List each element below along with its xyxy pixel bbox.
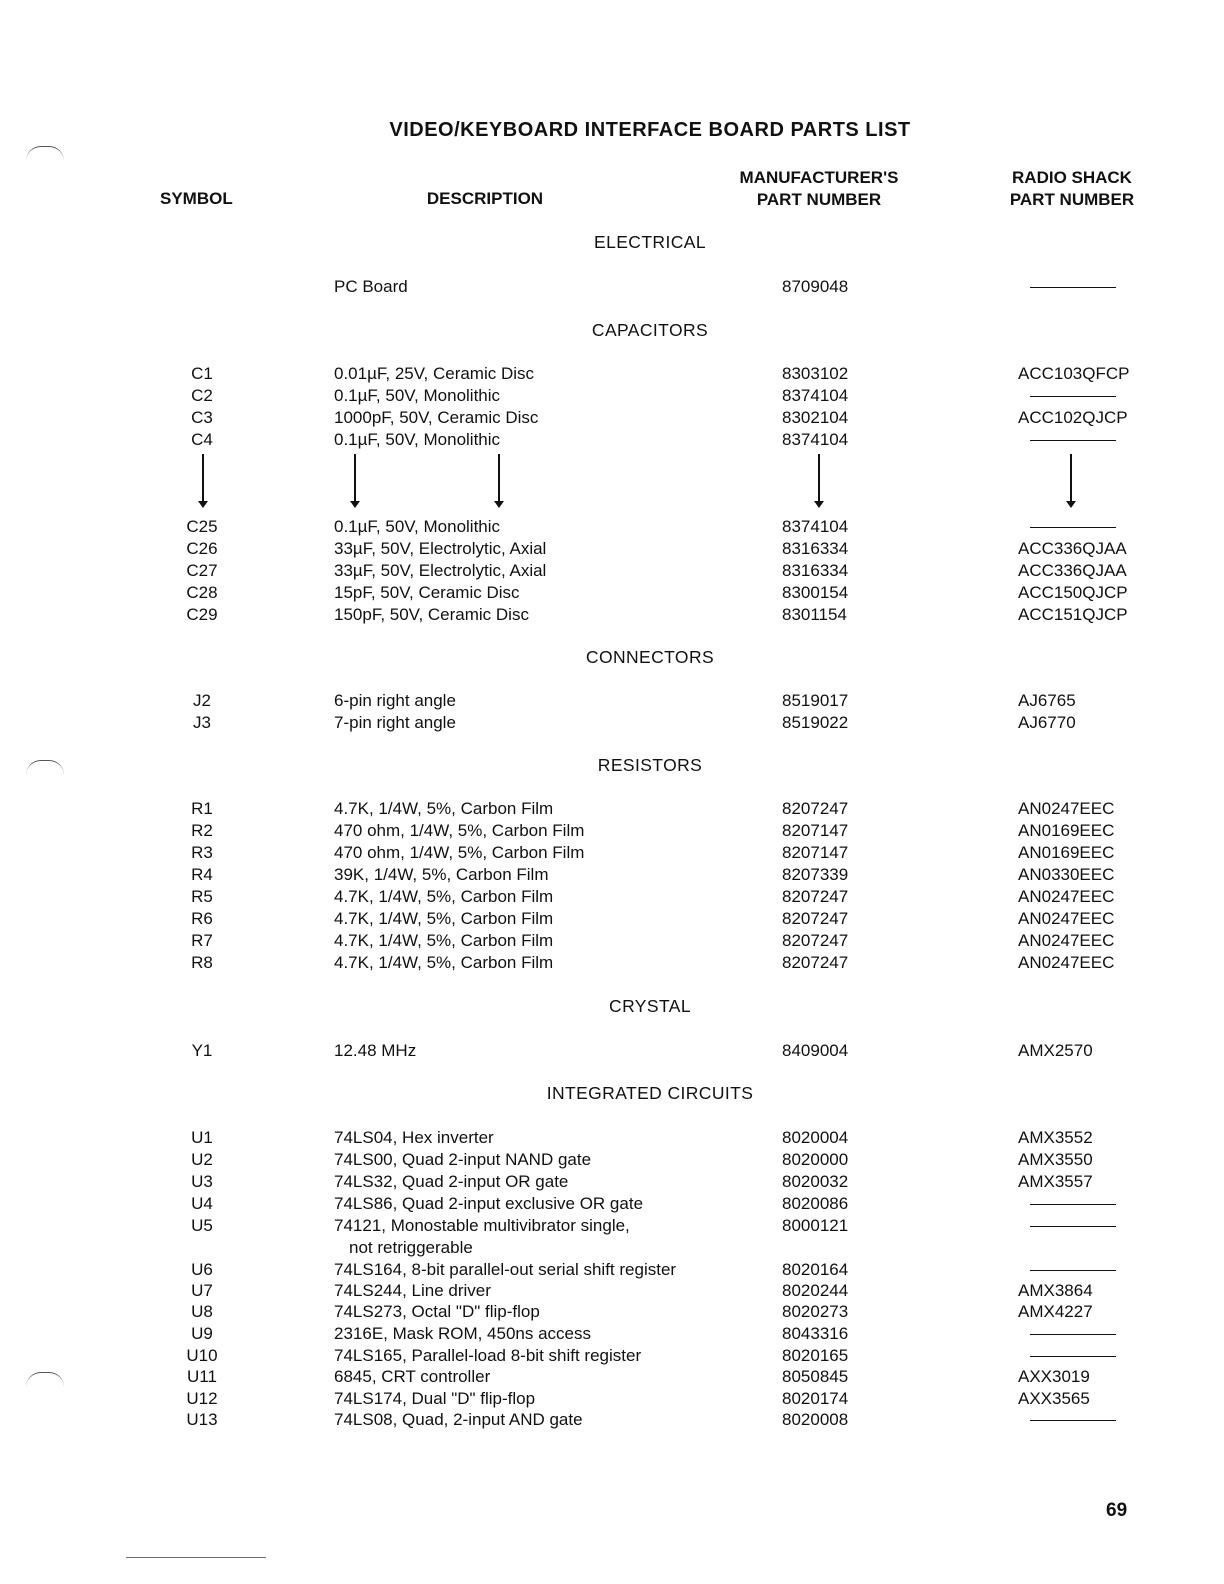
part-symbol: J2 bbox=[193, 691, 211, 710]
part-symbol: C27 bbox=[186, 561, 218, 580]
manufacturer-part-number: 8043316 bbox=[782, 1324, 849, 1343]
continuation-arrow bbox=[1070, 454, 1072, 502]
part-symbol: C29 bbox=[186, 605, 218, 624]
radioshack-part-number: ACC336QJAA bbox=[1018, 539, 1127, 558]
parts-row bbox=[0, 1149, 1224, 1171]
manufacturer-part-number: 8207339 bbox=[782, 865, 849, 884]
parts-row bbox=[0, 712, 1224, 734]
section-integrated-circuits: INTEGRATED CIRCUITS bbox=[546, 1083, 754, 1103]
part-description: 74LS08, Quad, 2-input AND gate bbox=[334, 1410, 583, 1429]
radioshack-part-number: AXX3019 bbox=[1018, 1367, 1090, 1386]
manufacturer-part-number: 8000121 bbox=[782, 1216, 849, 1235]
parts-row bbox=[0, 560, 1224, 582]
manufacturer-part-number: 8409004 bbox=[782, 1041, 849, 1060]
part-description: 150pF, 50V, Ceramic Disc bbox=[334, 605, 529, 624]
part-symbol: U12 bbox=[186, 1389, 218, 1408]
part-symbol: U3 bbox=[191, 1172, 213, 1191]
radioshack-part-number-blank bbox=[1030, 429, 1116, 441]
radioshack-part-number: AJ6765 bbox=[1018, 691, 1076, 710]
radioshack-part-number: ACC336QJAA bbox=[1018, 561, 1127, 580]
manufacturer-part-number: 8207247 bbox=[782, 799, 849, 818]
section-connectors: CONNECTORS bbox=[585, 647, 715, 667]
binding-hole-mark bbox=[26, 760, 64, 775]
parts-row bbox=[0, 276, 1224, 298]
part-symbol: U6 bbox=[191, 1260, 213, 1279]
radioshack-part-number-blank bbox=[1030, 1259, 1116, 1271]
part-symbol: C1 bbox=[191, 364, 213, 383]
section-resistors: RESISTORS bbox=[597, 755, 703, 775]
part-description: 6-pin right angle bbox=[334, 691, 456, 710]
page-number: 69 bbox=[1106, 1500, 1128, 1521]
part-description: 0.01µF, 25V, Ceramic Disc bbox=[334, 364, 535, 383]
part-symbol: U11 bbox=[187, 1367, 217, 1386]
part-symbol: U10 bbox=[186, 1346, 218, 1365]
radioshack-part-number: AMX3552 bbox=[1018, 1128, 1093, 1147]
section-crystal: CRYSTAL bbox=[609, 996, 691, 1016]
parts-row bbox=[0, 1345, 1224, 1367]
parts-row bbox=[0, 842, 1224, 864]
part-symbol: R3 bbox=[191, 843, 213, 862]
part-description: 74LS164, 8-bit parallel-out serial shift register bbox=[334, 1260, 677, 1279]
part-description: 74LS244, Line driver bbox=[334, 1281, 491, 1300]
part-description: 4.7K, 1/4W, 5%, Carbon Film bbox=[334, 953, 554, 972]
part-description: 0.1µF, 50V, Monolithic bbox=[334, 430, 501, 449]
part-description: 4.7K, 1/4W, 5%, Carbon Film bbox=[334, 931, 554, 950]
parts-row bbox=[0, 1171, 1224, 1193]
part-description: 12.48 MHz bbox=[334, 1041, 417, 1060]
header-radioshack-line2: PART NUMBER bbox=[1009, 190, 1135, 209]
manufacturer-part-number: 8207247 bbox=[782, 887, 849, 906]
manufacturer-part-number: 8207247 bbox=[782, 909, 849, 928]
parts-row bbox=[0, 908, 1224, 930]
part-description: 2316E, Mask ROM, 450ns access bbox=[334, 1324, 592, 1343]
part-description: 470 ohm, 1/4W, 5%, Carbon Film bbox=[334, 821, 585, 840]
binding-hole-mark bbox=[26, 1372, 64, 1387]
radioshack-part-number: ACC102QJCP bbox=[1018, 408, 1128, 427]
part-description: 39K, 1/4W, 5%, Carbon Film bbox=[334, 865, 549, 884]
part-symbol: C25 bbox=[186, 517, 218, 536]
manufacturer-part-number: 8316334 bbox=[782, 561, 849, 580]
parts-row bbox=[0, 1215, 1224, 1237]
radioshack-part-number: ACC151QJCP bbox=[1018, 605, 1128, 624]
header-manufacturer-line1: MANUFACTURER'S bbox=[739, 168, 899, 187]
parts-row bbox=[0, 429, 1224, 451]
radioshack-part-number: AN0169EEC bbox=[1018, 843, 1115, 862]
parts-row bbox=[0, 1388, 1224, 1410]
manufacturer-part-number: 8374104 bbox=[782, 517, 849, 536]
part-symbol: U5 bbox=[191, 1216, 213, 1235]
parts-row bbox=[0, 407, 1224, 429]
part-symbol: U2 bbox=[191, 1150, 213, 1169]
header-description: DESCRIPTION bbox=[426, 189, 544, 208]
parts-row bbox=[0, 1127, 1224, 1149]
section-capacitors: CAPACITORS bbox=[591, 320, 709, 340]
part-symbol: C4 bbox=[191, 430, 213, 449]
parts-row bbox=[0, 582, 1224, 604]
manufacturer-part-number: 8020004 bbox=[782, 1128, 849, 1147]
parts-row bbox=[0, 1301, 1224, 1323]
part-symbol: U9 bbox=[191, 1324, 213, 1343]
radioshack-part-number: AN0247EEC bbox=[1018, 909, 1115, 928]
part-symbol: U1 bbox=[191, 1128, 213, 1147]
manufacturer-part-number: 8709048 bbox=[782, 277, 849, 296]
manufacturer-part-number: 8207147 bbox=[782, 843, 849, 862]
manufacturer-part-number: 8020086 bbox=[782, 1194, 849, 1213]
parts-row bbox=[0, 1366, 1224, 1388]
manufacturer-part-number: 8316334 bbox=[782, 539, 849, 558]
manufacturer-part-number: 8300154 bbox=[782, 583, 849, 602]
parts-row bbox=[0, 820, 1224, 842]
description-continuation: not retriggerable bbox=[349, 1238, 473, 1257]
manufacturer-part-number: 8020032 bbox=[782, 1172, 849, 1191]
footer-rule bbox=[126, 1557, 266, 1558]
radioshack-part-number: ACC103QFCP bbox=[1018, 364, 1130, 383]
part-description: 74LS04, Hex inverter bbox=[334, 1128, 494, 1147]
parts-row bbox=[0, 1280, 1224, 1302]
header-manufacturer-line2: PART NUMBER bbox=[756, 190, 882, 209]
parts-row bbox=[0, 1040, 1224, 1062]
radioshack-part-number: AN0169EEC bbox=[1018, 821, 1115, 840]
page-title: VIDEO/KEYBOARD INTERFACE BOARD PARTS LIST bbox=[389, 119, 911, 141]
part-description: 0.1µF, 50V, Monolithic bbox=[334, 517, 501, 536]
part-description: 4.7K, 1/4W, 5%, Carbon Film bbox=[334, 799, 554, 818]
manufacturer-part-number: 8020165 bbox=[782, 1346, 849, 1365]
radioshack-part-number: AJ6770 bbox=[1018, 713, 1076, 732]
part-symbol: Y1 bbox=[191, 1041, 213, 1060]
part-description: 15pF, 50V, Ceramic Disc bbox=[334, 583, 520, 602]
part-symbol: C26 bbox=[186, 539, 218, 558]
manufacturer-part-number: 8207147 bbox=[782, 821, 849, 840]
manufacturer-part-number: 8020273 bbox=[782, 1302, 849, 1321]
part-description: 0.1µF, 50V, Monolithic bbox=[334, 386, 501, 405]
part-description: 33µF, 50V, Electrolytic, Axial bbox=[334, 561, 547, 580]
parts-row bbox=[0, 538, 1224, 560]
part-description: 74LS86, Quad 2-input exclusive OR gate bbox=[334, 1194, 644, 1213]
part-symbol: R1 bbox=[191, 799, 213, 818]
part-description: 74LS174, Dual "D" flip-flop bbox=[334, 1389, 536, 1408]
part-description: 7-pin right angle bbox=[334, 713, 456, 732]
part-symbol: U13 bbox=[186, 1410, 218, 1429]
part-description: 74LS00, Quad 2-input NAND gate bbox=[334, 1150, 592, 1169]
binding-hole-mark bbox=[26, 146, 64, 161]
parts-row bbox=[0, 690, 1224, 712]
radioshack-part-number: AMX3550 bbox=[1018, 1150, 1093, 1169]
parts-row bbox=[0, 1409, 1224, 1431]
continuation-arrow bbox=[202, 454, 204, 502]
header-symbol: SYMBOL bbox=[160, 189, 233, 208]
manufacturer-part-number: 8519017 bbox=[782, 691, 849, 710]
parts-row bbox=[0, 930, 1224, 952]
part-description: 470 ohm, 1/4W, 5%, Carbon Film bbox=[334, 843, 585, 862]
manufacturer-part-number: 8020000 bbox=[782, 1150, 849, 1169]
part-description: 74LS273, Octal "D" flip-flop bbox=[334, 1302, 540, 1321]
part-symbol: R5 bbox=[191, 887, 213, 906]
radioshack-part-number-blank bbox=[1030, 1215, 1116, 1227]
parts-row bbox=[0, 798, 1224, 820]
part-description: 4.7K, 1/4W, 5%, Carbon Film bbox=[334, 887, 554, 906]
part-symbol: R6 bbox=[191, 909, 213, 928]
radioshack-part-number: AMX4227 bbox=[1018, 1302, 1093, 1321]
part-description: 4.7K, 1/4W, 5%, Carbon Film bbox=[334, 909, 554, 928]
radioshack-part-number: AXX3565 bbox=[1018, 1389, 1090, 1408]
radioshack-part-number-blank bbox=[1030, 1345, 1116, 1357]
parts-row bbox=[0, 1193, 1224, 1215]
part-symbol: C28 bbox=[186, 583, 218, 602]
parts-row bbox=[0, 886, 1224, 908]
part-description: 74LS32, Quad 2-input OR gate bbox=[334, 1172, 569, 1191]
continuation-arrow bbox=[354, 454, 356, 502]
parts-row bbox=[0, 363, 1224, 385]
manufacturer-part-number: 8020008 bbox=[782, 1410, 849, 1429]
part-description: 33µF, 50V, Electrolytic, Axial bbox=[334, 539, 547, 558]
manufacturer-part-number: 8374104 bbox=[782, 386, 849, 405]
part-description: 74LS165, Parallel-load 8-bit shift register bbox=[334, 1346, 642, 1365]
radioshack-part-number-blank bbox=[1030, 385, 1116, 397]
parts-row bbox=[0, 864, 1224, 886]
radioshack-part-number: AMX3864 bbox=[1018, 1281, 1093, 1300]
radioshack-part-number-blank bbox=[1030, 1323, 1116, 1335]
part-symbol: R2 bbox=[191, 821, 213, 840]
radioshack-part-number: AN0330EEC bbox=[1018, 865, 1115, 884]
radioshack-part-number: AMX3557 bbox=[1018, 1172, 1093, 1191]
radioshack-part-number-blank bbox=[1030, 1409, 1116, 1421]
parts-row bbox=[0, 1323, 1224, 1345]
manufacturer-part-number: 8207247 bbox=[782, 953, 849, 972]
manufacturer-part-number: 8020244 bbox=[782, 1281, 849, 1300]
manufacturer-part-number: 8020164 bbox=[782, 1260, 849, 1279]
manufacturer-part-number: 8519022 bbox=[782, 713, 849, 732]
radioshack-part-number: AMX2570 bbox=[1018, 1041, 1093, 1060]
header-radioshack-line1: RADIO SHACK bbox=[1012, 168, 1132, 187]
part-symbol: R7 bbox=[191, 931, 213, 950]
part-description: 6845, CRT controller bbox=[334, 1367, 491, 1386]
radioshack-part-number-blank bbox=[1030, 1193, 1116, 1205]
manufacturer-part-number: 8050845 bbox=[782, 1367, 849, 1386]
header-radioshack-part-number bbox=[980, 167, 1164, 211]
part-symbol: U8 bbox=[191, 1302, 213, 1321]
part-description: 74121, Monostable multivibrator single, bbox=[334, 1216, 630, 1235]
manufacturer-part-number: 8207247 bbox=[782, 931, 849, 950]
radioshack-part-number: AN0247EEC bbox=[1018, 887, 1115, 906]
manufacturer-part-number: 8374104 bbox=[782, 430, 849, 449]
part-symbol: R8 bbox=[191, 953, 213, 972]
section-electrical: ELECTRICAL bbox=[594, 232, 706, 252]
manufacturer-part-number: 8303102 bbox=[782, 364, 849, 383]
part-symbol: C2 bbox=[191, 386, 213, 405]
part-symbol: U4 bbox=[191, 1194, 213, 1213]
radioshack-part-number: AN0247EEC bbox=[1018, 953, 1115, 972]
header-manufacturer-part-number bbox=[700, 167, 938, 211]
radioshack-part-number-blank bbox=[1030, 276, 1116, 288]
radioshack-part-number-blank bbox=[1030, 516, 1116, 528]
parts-row bbox=[0, 516, 1224, 538]
part-description: PC Board bbox=[334, 277, 408, 296]
radioshack-part-number: AN0247EEC bbox=[1018, 799, 1115, 818]
radioshack-part-number: AN0247EEC bbox=[1018, 931, 1115, 950]
part-symbol: U7 bbox=[191, 1281, 213, 1300]
parts-row bbox=[0, 952, 1224, 974]
parts-row bbox=[0, 604, 1224, 626]
parts-row bbox=[0, 1259, 1224, 1281]
manufacturer-part-number: 8020174 bbox=[782, 1389, 849, 1408]
continuation-arrow bbox=[498, 454, 500, 502]
manufacturer-part-number: 8302104 bbox=[782, 408, 849, 427]
part-symbol: C3 bbox=[191, 408, 213, 427]
part-symbol: R4 bbox=[191, 865, 213, 884]
parts-row bbox=[0, 385, 1224, 407]
continuation-arrow bbox=[818, 454, 820, 502]
manufacturer-part-number: 8301154 bbox=[782, 605, 847, 624]
part-description: 1000pF, 50V, Ceramic Disc bbox=[334, 408, 539, 427]
part-symbol: J3 bbox=[193, 713, 211, 732]
radioshack-part-number: ACC150QJCP bbox=[1018, 583, 1128, 602]
